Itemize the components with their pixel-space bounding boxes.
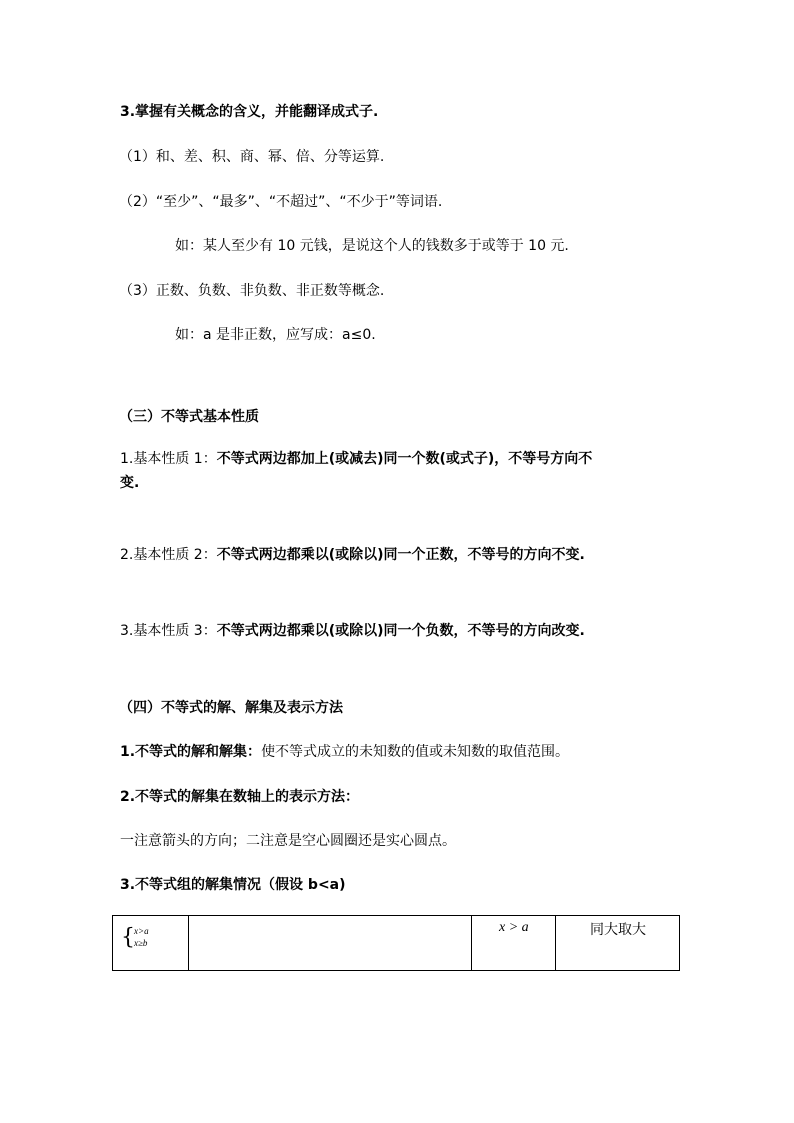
property-3-label: 3.基本性质 3：	[120, 623, 217, 639]
section-3-item-3: （3）正数、负数、非负数、非正数等概念.	[119, 283, 385, 299]
section-heading-solutions: （四）不等式的解、解集及表示方法	[119, 700, 343, 716]
section-3-item-3-example: 如：a 是非正数，应写成：a≤0.	[175, 327, 376, 343]
property-2	[120, 545, 585, 565]
table-cell-number-line	[189, 916, 472, 970]
property-1-text: 不等式两边都加上(或减去)同一个数(或式子)，不等号方向不	[216, 451, 593, 467]
solution-definition	[120, 742, 569, 762]
solution-set-table	[112, 915, 680, 971]
property-1-continuation: 变.	[120, 475, 140, 491]
solution-set: x > a	[499, 920, 529, 935]
section-3-item-2-example: 如：某人至少有 10 元钱，是说这个人的钱数多于或等于 10 元.	[175, 238, 569, 254]
solution-label: 1.不等式的解和解集：	[120, 744, 262, 760]
property-3	[120, 621, 585, 641]
section-3-item-2: （2）“至少”、“最多”、“不超过”、“不少于”等词语.	[119, 194, 443, 210]
left-brace: {	[121, 925, 135, 950]
section-heading-properties: （三）不等式基本性质	[119, 409, 259, 425]
property-2-label: 2.基本性质 2：	[120, 547, 217, 563]
property-3-text: 不等式两边都乘以(或除以)同一个负数，不等号的方向改变.	[216, 623, 585, 639]
property-2-text: 不等式两边都乘以(或除以)同一个正数，不等号的方向不变.	[216, 547, 585, 563]
section-3-item-1: （1）和、差、积、商、幂、倍、分等运算.	[119, 149, 385, 165]
property-1	[120, 449, 592, 469]
table-cell-solution	[472, 916, 556, 970]
system-line-2: x≥b	[134, 938, 148, 948]
table-cell-system	[113, 916, 189, 970]
section-3-title: 3.掌握有关概念的含义，并能翻译成式子.	[120, 104, 379, 120]
system-line-1: x>a	[134, 926, 149, 936]
property-1-label: 1.基本性质 1：	[120, 451, 217, 467]
table-cell-rule	[556, 916, 679, 970]
number-line-heading: 2.不等式的解集在数轴上的表示方法：	[120, 789, 360, 805]
solution-text: 使不等式成立的未知数的值或未知数的取值范围。	[261, 744, 570, 760]
inequality-system-heading: 3.不等式组的解集情况（假设 b<a)	[120, 877, 346, 893]
number-line-text: 一注意箭头的方向；二注意是空心圆圈还是实心圆点。	[120, 833, 456, 849]
rule-text: 同大取大	[590, 922, 646, 938]
